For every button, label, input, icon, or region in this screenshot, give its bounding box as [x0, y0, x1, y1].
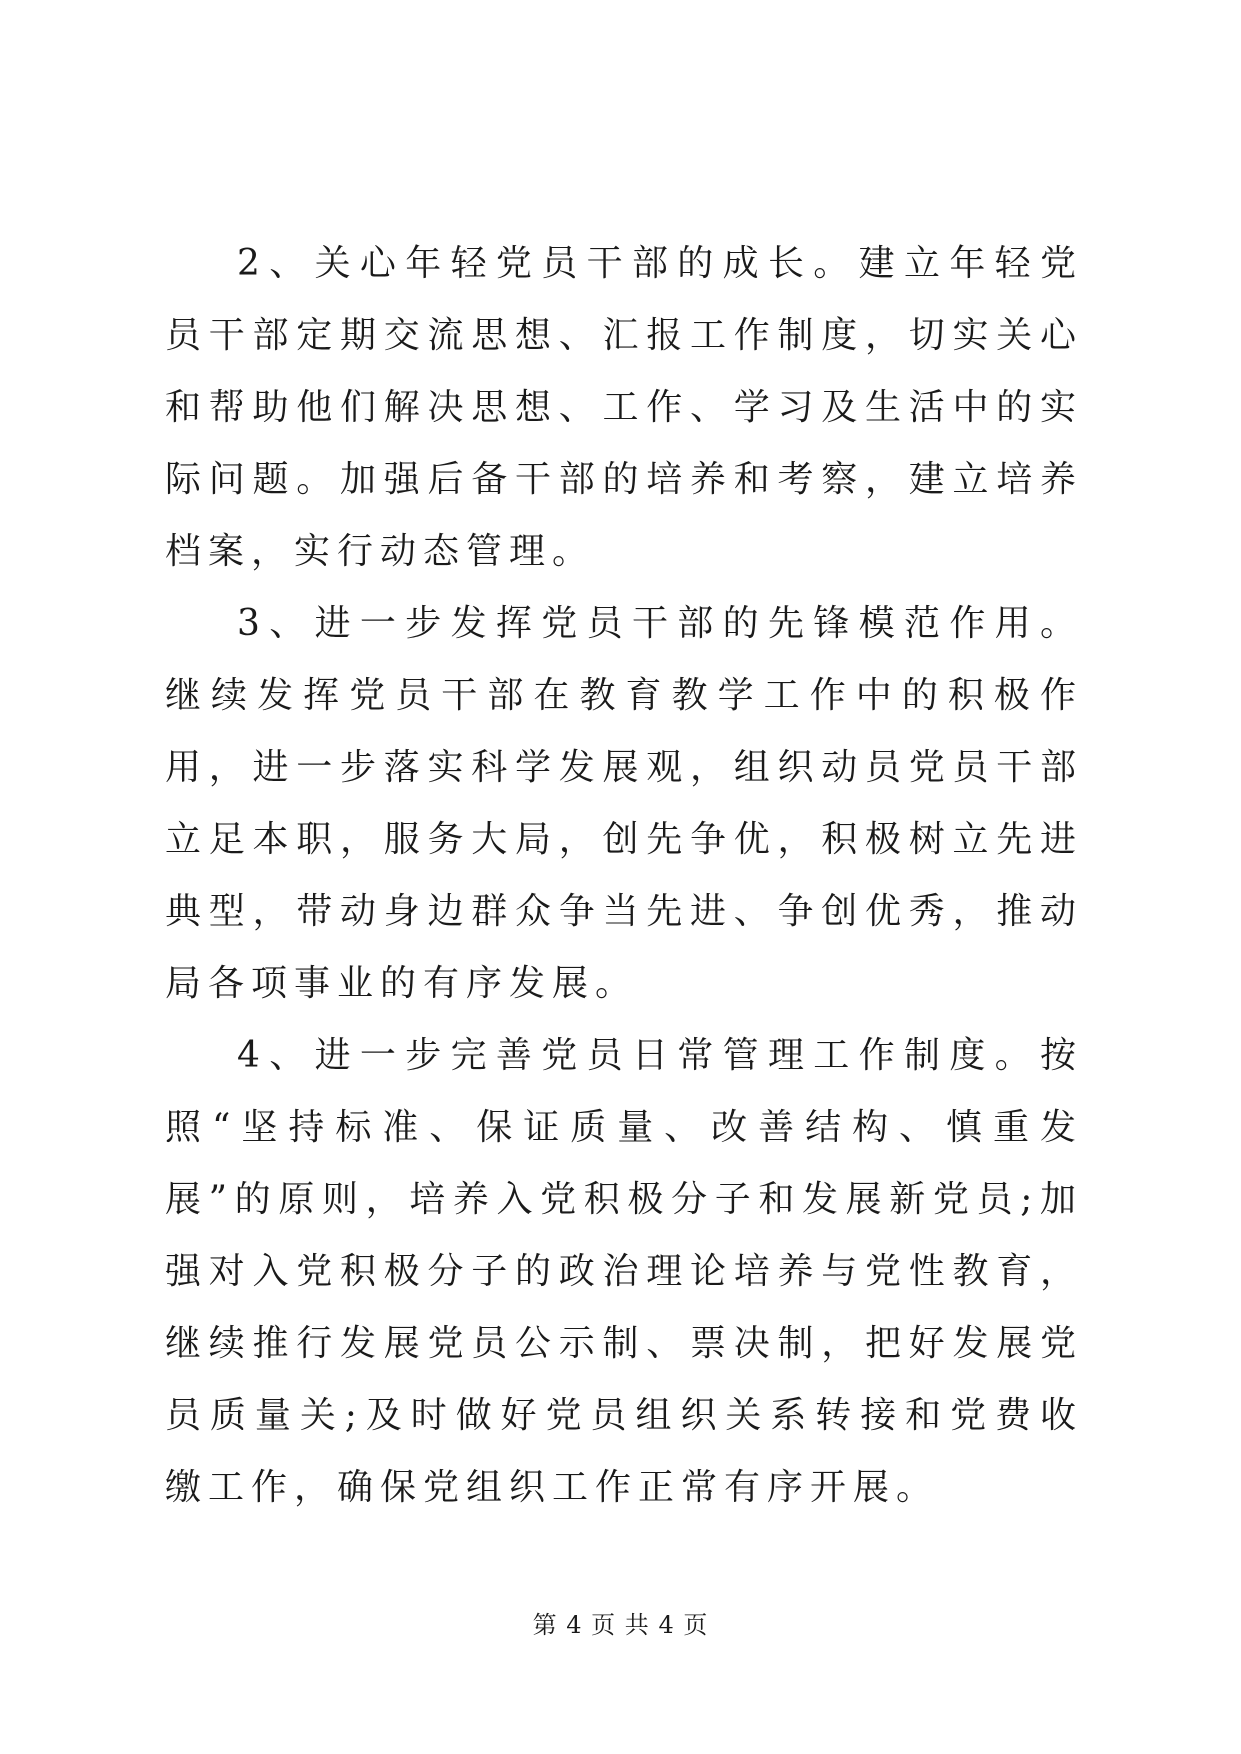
paragraph-item-2: 2、关心年轻党员干部的成长。建立年轻党员干部定期交流思想、汇报工作制度，切实关心和帮助他们解决思想、工作、学习及生活中的实际问题。加强后备干部的培养和考察，建立培养档案，实行动态管理。	[165, 243, 1083, 572]
paragraph-item-3: 3、进一步发挥党员干部的先锋模范作用。继续发挥党员干部在教育教学工作中的积极作用，进一步落实科学发展观，组织动员党员干部立足本职，服务大局，创先争优，积极树立先进典型，带动身边群众争当先进、争创优秀，推动局各项事业的有序发展。	[165, 603, 1083, 1004]
document-body	[165, 228, 1083, 1524]
page-number-footer: 第 4 页 共 4 页	[532, 1611, 709, 1639]
paragraph-item-4: 4、进一步完善党员日常管理工作制度。按照“坚持标准、保证质量、改善结构、慎重发展”的原则，培养入党积极分子和发展新党员;加强对入党积极分子的政治理论培养与党性教育，继续推行发展党员公示制、票决制，把好发展党员质量关;及时做好党员组织关系转接和党费收缴工作，确保党组织工作正常有序开展。	[165, 1035, 1083, 1508]
